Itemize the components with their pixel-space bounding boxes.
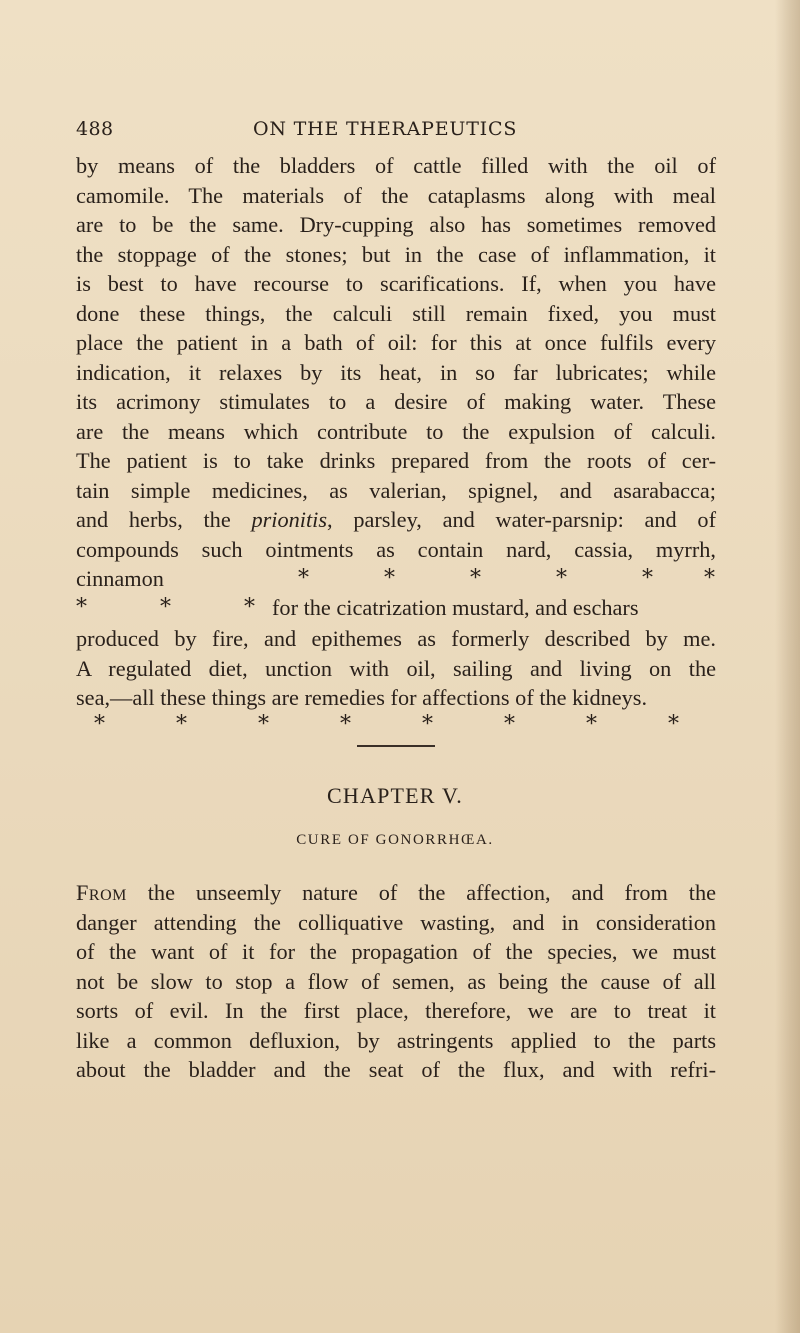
lacuna-row-1	[76, 565, 716, 593]
text-line: its acrimony stimulates to a desire of making water. These	[76, 389, 716, 414]
chapter-title: CHAPTER V.	[327, 783, 463, 808]
asterisk: *	[340, 712, 351, 737]
text-line: produced by fire, and epithemes as formerly described by me.	[76, 626, 716, 651]
text-line-with-italic	[76, 505, 716, 535]
text-line: are to be the same. Dry-cupping also has sometimes removed	[76, 212, 716, 237]
asterisk: *	[504, 712, 515, 737]
text-line: compounds such ointments as contain nard, cassia, myrrh,	[76, 536, 716, 562]
lacuna-row-2	[76, 594, 716, 622]
text-fragment: cinnamon	[76, 566, 164, 591]
text-line: by means of the bladders of cattle filled with the oil of	[76, 153, 716, 178]
text-fragment: the unseemly nature of the affection, and from the	[126, 880, 716, 905]
text-fragment: , parsley, and water-parsnip: and of	[327, 507, 716, 532]
text-line: tain simple medicines, as valerian, spignel, and asarabacca;	[76, 477, 716, 503]
asterisk: *	[298, 566, 309, 591]
text-line: like a common defluxion, by astringents applied to the parts	[76, 1027, 716, 1053]
asterisk: *	[160, 595, 171, 620]
asterisk: *	[556, 566, 567, 591]
asterisk: *	[422, 712, 433, 737]
asterisk: *	[94, 712, 105, 737]
text-fragment: for the cicatrization mustard, and eschars	[272, 595, 639, 620]
text-line: of the want of it for the propagation of the species, we must	[76, 939, 716, 964]
asterisk: *	[586, 712, 597, 737]
chapter-subtitle: CURE OF GONORRHŒA.	[296, 832, 494, 848]
asterisk: *	[244, 595, 255, 620]
text-line: A regulated diet, unction with oil, sailing and living on the	[76, 655, 716, 681]
text-line: indication, it relaxes by its heat, in so far lubricates; while	[76, 359, 716, 385]
asterisk: *	[258, 712, 269, 737]
italic-term: prionitis	[251, 507, 328, 532]
text-line: The patient is to take drinks prepared from the roots of cer-	[76, 448, 716, 473]
running-head-title: ON THE THERAPEUTICS	[253, 118, 518, 140]
page-number: 488	[76, 118, 114, 140]
text-line: sorts of evil. In the first place, therefore, we are to treat it	[76, 998, 716, 1023]
text-line-opening	[76, 878, 716, 908]
text-line: not be slow to stop a flow of semen, as being the cause of all	[76, 968, 716, 994]
text-line: sea,—all these things are remedies for affections of the kidneys.	[76, 685, 648, 710]
running-head	[76, 118, 696, 144]
section-divider	[357, 745, 435, 747]
text-line: is best to have recourse to scarifications. If, when you have	[76, 271, 716, 296]
asterisk: *	[76, 595, 87, 620]
asterisk: *	[668, 712, 679, 737]
paragraph-gonorrhoea-cure	[76, 878, 716, 1085]
text-line: danger attending the colliquative wasting, and in consideration	[76, 909, 716, 935]
paragraph-kidney-remedies-end	[76, 624, 716, 713]
paragraph-kidney-remedies	[76, 151, 716, 564]
text-line: place the patient in a bath of oil: for this at once fulfils every	[76, 330, 716, 355]
text-line: are the means which contribute to the expulsion of calculi.	[76, 418, 716, 444]
asterisk: *	[642, 566, 653, 591]
text-fragment: and herbs, the	[76, 507, 252, 532]
text-line: about the bladder and the seat of the flux, and with refri-	[76, 1057, 716, 1082]
asterisk: *	[176, 712, 187, 737]
opening-word: From	[76, 880, 127, 905]
text-line: the stoppage of the stones; but in the case of inflammation, it	[76, 241, 716, 267]
text-line: done these things, the calculi still remain fixed, you must	[76, 300, 716, 326]
text-line: camomile. The materials of the cataplasms along with meal	[76, 182, 716, 208]
asterisk: *	[704, 566, 715, 591]
asterisk: *	[384, 566, 395, 591]
lacuna-row-3	[76, 711, 716, 739]
asterisk: *	[470, 566, 481, 591]
